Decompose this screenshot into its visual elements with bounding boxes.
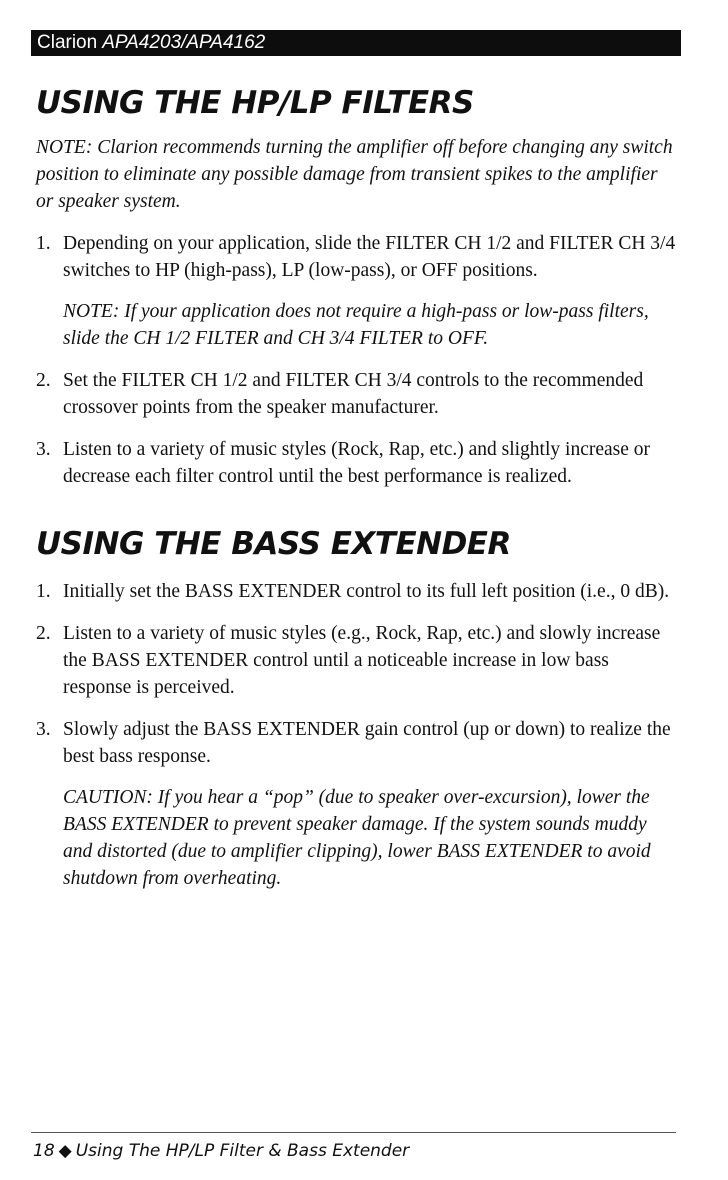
filters-steps-list <box>36 230 676 284</box>
step-text: Depending on your application, slide the FILTER CH 1/2 and FILTER CH 3/4 switches to HP (high-pass), LP (low-pass), or OFF positions. <box>63 233 676 282</box>
step-text: Listen to a variety of music styles (Rock, Rap, etc.) and slightly increase or decrease each filter control until the best performance is realized. <box>63 439 651 488</box>
list-item <box>36 578 676 605</box>
step-text: Listen to a variety of music styles (e.g., Rock, Rap, etc.) and slowly increase the BASS EXTENDER control until a noticeable increase in low bass response is perceived. <box>63 623 661 699</box>
step-text: Initially set the BASS EXTENDER control to its full left position (i.e., 0 dB). <box>63 581 670 603</box>
list-item <box>36 716 676 770</box>
step-text: Slowly adjust the BASS EXTENDER gain control (up or down) to realize the best bass response. <box>63 719 671 768</box>
filters-note: NOTE: Clarion recommends turning the amplifier off before changing any switch position to eliminate any possible damage from transient spikes to the amplifier or speaker system. <box>36 137 673 213</box>
step-number: 1. <box>36 233 51 255</box>
running-header <box>31 30 681 56</box>
page-footer <box>33 1140 409 1162</box>
bass-steps-list <box>36 578 676 770</box>
step-text: Set the FILTER CH 1/2 and FILTER CH 3/4 controls to the recommended crossover points from the speaker manufacturer. <box>63 370 644 419</box>
caution-note: CAUTION: If you hear a “pop” (due to speaker over-excursion), lower the BASS EXTENDER to prevent speaker damage. If the system sounds muddy and distorted (due to amplifier clipping), lower BASS EXTENDER to avoid shutdown from overheating. <box>63 787 651 890</box>
step-number: 3. <box>36 439 51 461</box>
step-number: 1. <box>36 581 51 603</box>
list-item <box>36 367 676 421</box>
brand-name: Clarion <box>37 32 98 53</box>
model-number: APA4203/APA4162 <box>102 32 266 53</box>
footer-divider <box>31 1132 676 1133</box>
diamond-bullet-icon: ◆ <box>58 1141 72 1161</box>
page-content <box>36 85 676 892</box>
section-spacer <box>36 490 676 526</box>
step-number: 2. <box>36 370 51 392</box>
page-number: 18 <box>33 1141 55 1161</box>
filters-section-title: USING THE HP/LP FILTERS <box>36 85 474 121</box>
step-number: 2. <box>36 623 51 645</box>
list-item <box>36 436 676 490</box>
list-item <box>36 230 676 284</box>
footer-text: Using The HP/LP Filter & Bass Extender <box>75 1141 410 1161</box>
bass-section-title: USING THE BASS EXTENDER <box>36 526 511 563</box>
step1-note: NOTE: If your application does not require a high-pass or low-pass filters, slide the CH 1/2 FILTER and CH 3/4 FILTER to OFF. <box>63 301 649 350</box>
step-number: 3. <box>36 719 51 741</box>
filters-steps-list-continued <box>36 367 676 490</box>
list-item <box>36 620 676 701</box>
